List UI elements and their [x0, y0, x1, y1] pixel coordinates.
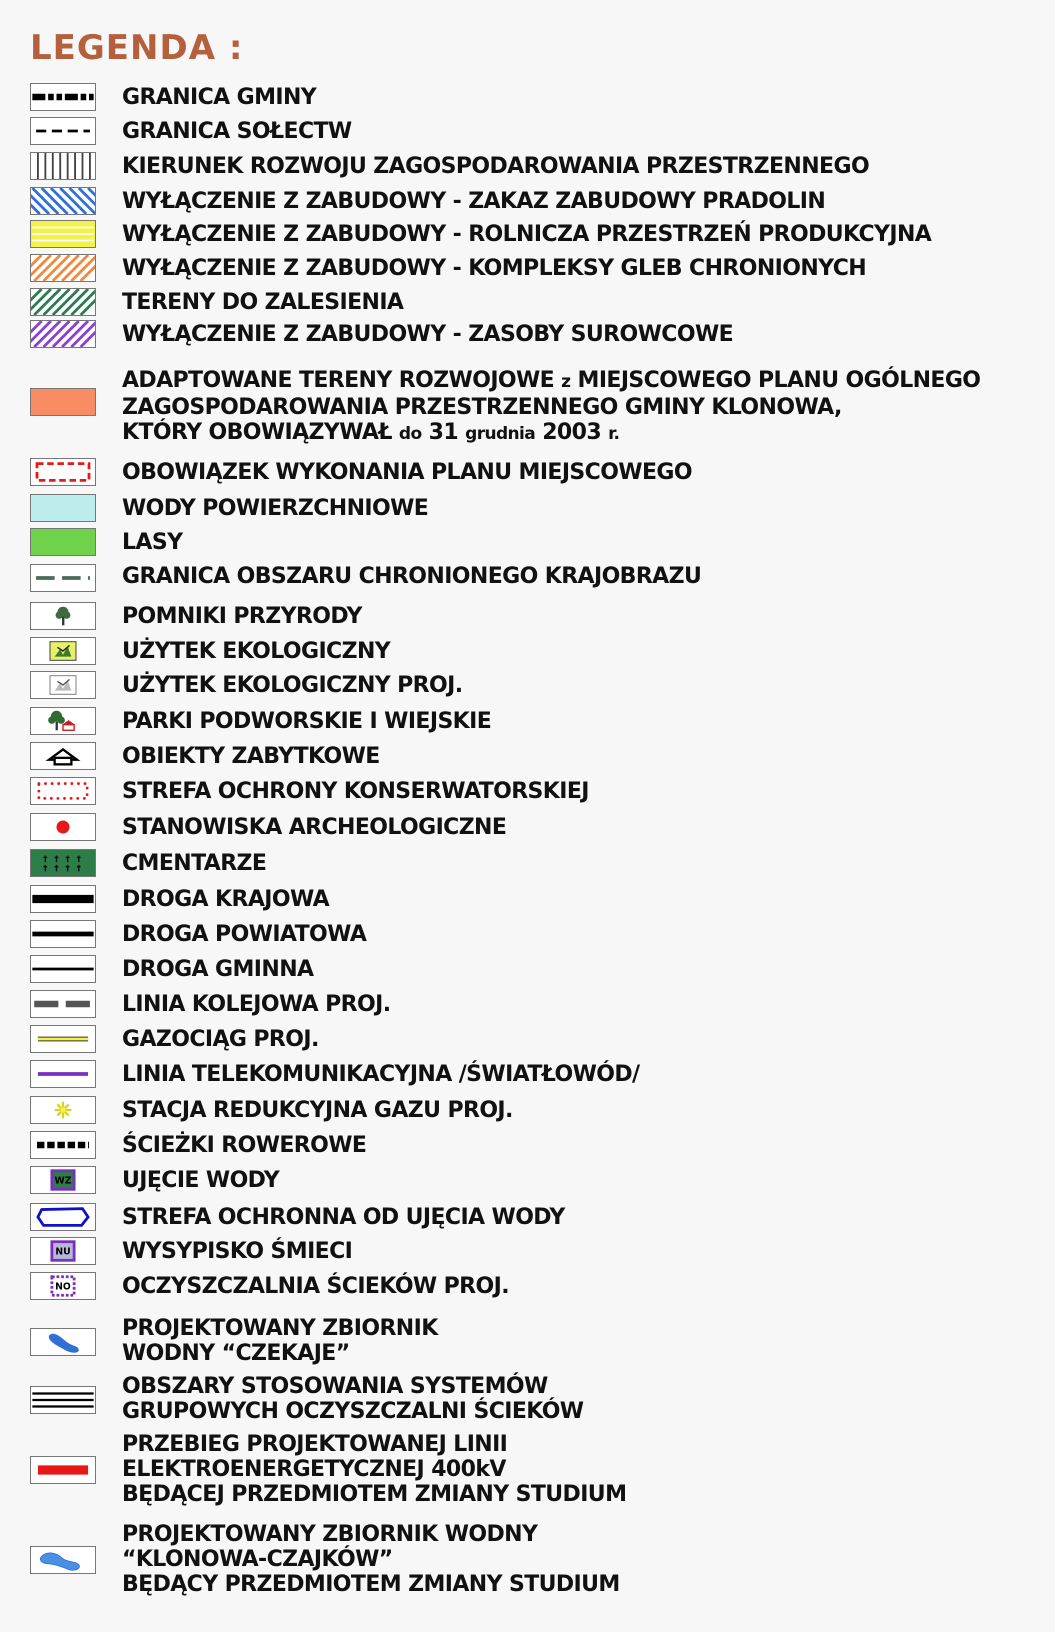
landfill-icon — [30, 1237, 96, 1265]
legend-label: POMNIKI PRZYRODY — [122, 604, 362, 629]
solectwo-boundary-icon — [30, 117, 96, 145]
water-intake-badge: WZ — [54, 1175, 72, 1187]
yellow-stripes-icon — [30, 220, 96, 248]
red-dashed-frame-icon — [30, 458, 96, 486]
sewage-plant-badge: NO — [55, 1281, 71, 1293]
water-protection-zone-icon — [30, 1203, 96, 1231]
gmina-boundary-icon — [30, 83, 96, 111]
green-hatch-icon — [30, 288, 96, 316]
cemetery-icon — [30, 849, 96, 877]
triple-line-icon — [30, 1386, 96, 1414]
municipal-road-icon — [30, 955, 96, 983]
legend-label: STACJA REDUKCYJNA GAZU PROJ. — [122, 1098, 513, 1123]
legend-label: WYŁĄCZENIE Z ZABUDOWY - ZAKAZ ZABUDOWY PRADOLIN — [122, 189, 826, 214]
legend-label: ŚCIEŻKI ROWEROWE — [122, 1133, 367, 1158]
legend-label: WODY POWIERZCHNIOWE — [122, 496, 429, 521]
vertical-hatch-icon — [30, 152, 96, 180]
legend-label: GRANICA SOŁECTW — [122, 119, 352, 144]
green-fill-icon — [30, 528, 96, 556]
district-road-icon — [30, 920, 96, 948]
orange-hatch-icon — [30, 254, 96, 282]
legend-label: LINIA TELEKOMUNIKACYJNA /ŚWIATŁOWÓD/ — [122, 1062, 640, 1087]
legend-label: PROJEKTOWANY ZBIORNIK WODNY “KLONOWA-CZAJKÓW” BĘDĄCY PRZEDMIOTEM ZMIANY STUDIUM — [122, 1522, 620, 1597]
landfill-badge: NU — [55, 1246, 71, 1258]
legend-label: KIERUNEK ROZWOJU ZAGOSPODAROWANIA PRZESTRZENNEGO — [122, 154, 870, 179]
legend-label: STREFA OCHRONNA OD UJĘCIA WODY — [122, 1205, 565, 1230]
legend-label: GRANICA OBSZARU CHRONIONEGO KRAJOBRAZU — [122, 564, 702, 589]
purple-hatch-icon — [30, 320, 96, 348]
sewage-plant-icon — [30, 1272, 96, 1300]
monument-house-icon — [30, 742, 96, 770]
bike-path-icon — [30, 1131, 96, 1159]
telecom-line-icon — [30, 1060, 96, 1088]
gas-station-icon — [30, 1096, 96, 1124]
power-line-icon — [30, 1456, 96, 1484]
legend-label: OBSZARY STOSOWANIA SYSTEMÓW GRUPOWYCH OCZYSZCZALNI ŚCIEKÓW — [122, 1374, 584, 1424]
legend-label: LASY — [122, 530, 183, 555]
legend-label: GRANICA GMINY — [122, 85, 317, 110]
legend-label: TERENY DO ZALESIENIA — [122, 290, 404, 315]
legend-label: STREFA OCHRONY KONSERWATORSKIEJ — [122, 779, 589, 804]
national-road-icon — [30, 885, 96, 913]
legend-label: DROGA GMINNA — [122, 957, 314, 982]
legend-label: WYŁĄCZENIE Z ZABUDOWY - ROLNICZA PRZESTRZEŃ PRODUKCYJNA — [122, 222, 932, 247]
legend-label: DROGA POWIATOWA — [122, 922, 367, 947]
legend-label: ADAPTOWANE TERENY ROZWOJOWE z MIEJSCOWEGO PLANU OGÓLNEGO ZAGOSPODAROWANIA PRZESTRZENNEGO GMINY KLONOWA, KTÓRY OBOWIĄZYWAŁ do 31 grudnia 2003 r. — [122, 368, 981, 445]
legend-label: WYŁĄCZENIE Z ZABUDOWY - ZASOBY SUROWCOWE — [122, 322, 734, 347]
reservoir-2-icon — [30, 1546, 96, 1574]
park-icon — [30, 707, 96, 735]
legend-label: CMENTARZE — [122, 851, 267, 876]
reservoir-icon — [30, 1328, 96, 1356]
blue-hatch-icon — [30, 187, 96, 215]
eco-land-proj-icon — [30, 671, 96, 699]
legend-label: OCZYSZCZALNIA ŚCIEKÓW PROJ. — [122, 1274, 509, 1299]
legend-label: LINIA KOLEJOWA PROJ. — [122, 992, 391, 1017]
legend-label: DROGA KRAJOWA — [122, 887, 330, 912]
legend-label: GAZOCIĄG PROJ. — [122, 1027, 319, 1052]
grey-dashed-line-icon — [30, 564, 96, 592]
legend-label: UŻYTEK EKOLOGICZNY PROJ. — [122, 673, 463, 698]
gas-pipeline-icon — [30, 1025, 96, 1053]
legend-label: PRZEBIEG PROJEKTOWANEJ LINII ELEKTROENERGETYCZNEJ 400kV BĘDĄCEJ PRZEDMIOTEM ZMIANY STUDIUM — [122, 1432, 627, 1507]
legend-label: PROJEKTOWANY ZBIORNIK WODNY “CZEKAJE” — [122, 1316, 438, 1366]
legend-label: UŻYTEK EKOLOGICZNY — [122, 639, 391, 664]
red-dotted-frame-icon — [30, 777, 96, 805]
salmon-fill-icon — [30, 388, 96, 416]
legend-title: LEGENDA : — [30, 28, 244, 68]
cyan-fill-icon — [30, 494, 96, 522]
legend-label: WYŁĄCZENIE Z ZABUDOWY - KOMPLEKSY GLEB CHRONIONYCH — [122, 256, 867, 281]
legend-label: OBIEKTY ZABYTKOWE — [122, 744, 380, 769]
red-dot-icon — [30, 813, 96, 841]
legend-label: UJĘCIE WODY — [122, 1168, 280, 1193]
tree-icon — [30, 602, 96, 630]
legend-label: OBOWIĄZEK WYKONANIA PLANU MIEJSCOWEGO — [122, 460, 692, 485]
legend-label: WYSYPISKO ŚMIECI — [122, 1239, 353, 1264]
legend-label: STANOWISKA ARCHEOLOGICZNE — [122, 815, 507, 840]
water-intake-icon — [30, 1166, 96, 1194]
legend-label: PARKI PODWORSKIE I WIEJSKIE — [122, 709, 492, 734]
eco-land-icon — [30, 637, 96, 665]
railway-proj-icon — [30, 990, 96, 1018]
